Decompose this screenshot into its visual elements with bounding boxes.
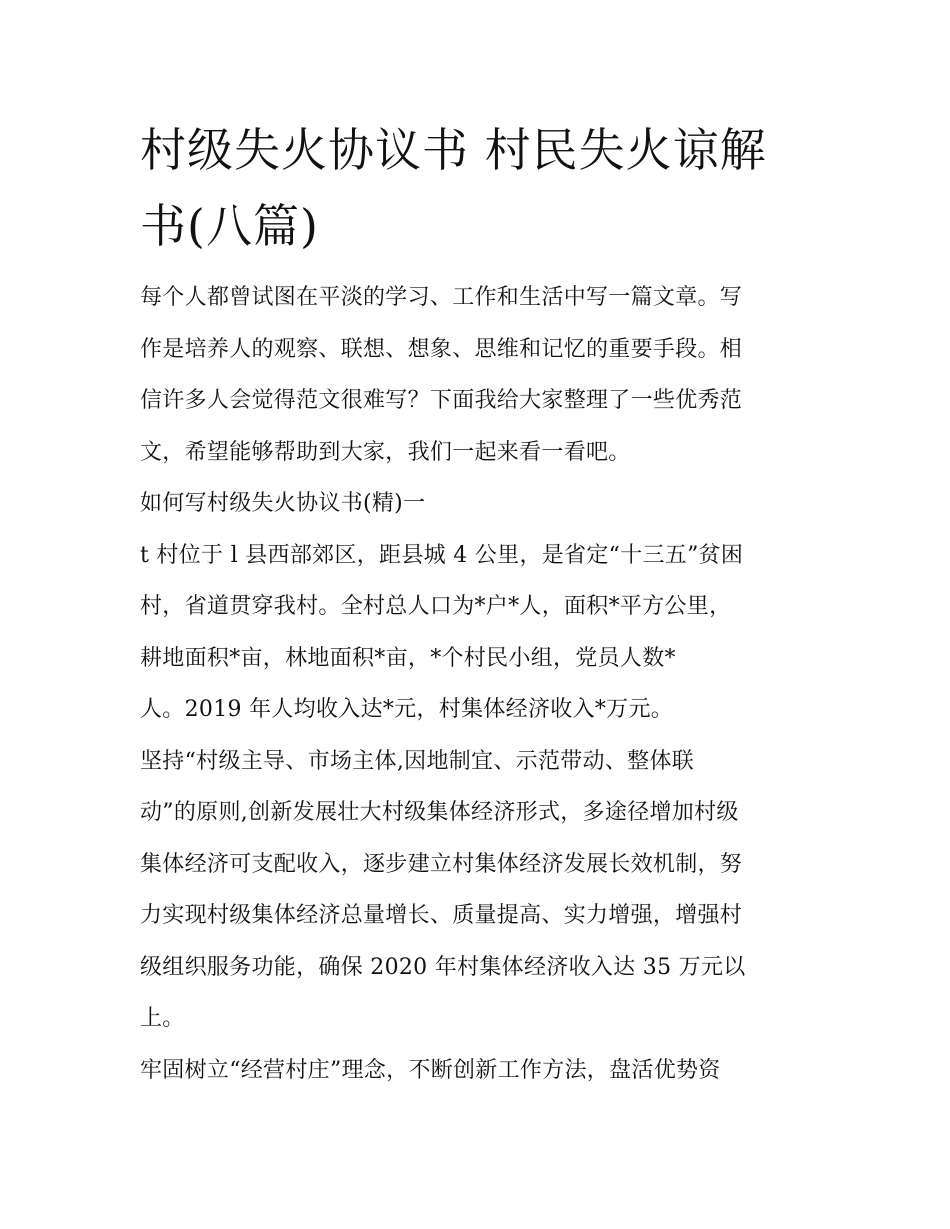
body-line: 每个人都曾试图在平淡的学习、工作和生活中写一篇文章。写: [140, 285, 743, 310]
body-line: 力实现村级集体经济总量增长、质量提高、实力增强，增强村: [140, 903, 743, 928]
body-line: 文，希望能够帮助到大家，我们一起来看一看吧。: [140, 439, 631, 465]
title-line-2: 书(八篇): [140, 199, 319, 253]
title-line-1: 村级失火协议书 村民失火谅解: [140, 123, 767, 177]
body-line: 集体经济可支配收入，逐步建立村集体经济发展长效机制，努: [140, 851, 743, 877]
section-heading: 如何写村级失火协议书(精)一: [140, 491, 426, 516]
body-line: 动”的原则,创新发展壮大村级集体经济形式，多途径增加村级: [140, 800, 739, 825]
document-body: [140, 272, 820, 1096]
document-title: [140, 112, 820, 264]
body-line: 坚持“村级主导、市场主体,因地制宜、示范带动、整体联: [140, 748, 695, 774]
body-line: t 村位于 l 县西部郊区，距县城 4 公里，是省定“十三五”贫困: [140, 542, 744, 568]
body-line: 人。2019 年人均收入达*元，村集体经济收入*万元。: [140, 697, 674, 722]
body-line: 级组织服务功能，确保 2020 年村集体经济收入达 35 万元以: [140, 954, 746, 980]
document-page: [140, 112, 820, 1096]
body-line: 上。: [140, 1006, 185, 1031]
body-line: 牢固树立“经营村庄”理念，不断创新工作方法，盘活优势资: [140, 1057, 721, 1083]
body-line: 耕地面积*亩，林地面积*亩，*个村民小组，党员人数*: [140, 645, 676, 671]
body-line: 村，省道贯穿我村。全村总人口为*户*人，面积*平方公里，: [140, 594, 732, 619]
body-line: 作是培养人的观察、联想、想象、思维和记忆的重要手段。相: [140, 336, 743, 362]
body-line: 信许多人会觉得范文很难写？下面我给大家整理了一些优秀范: [140, 388, 743, 413]
